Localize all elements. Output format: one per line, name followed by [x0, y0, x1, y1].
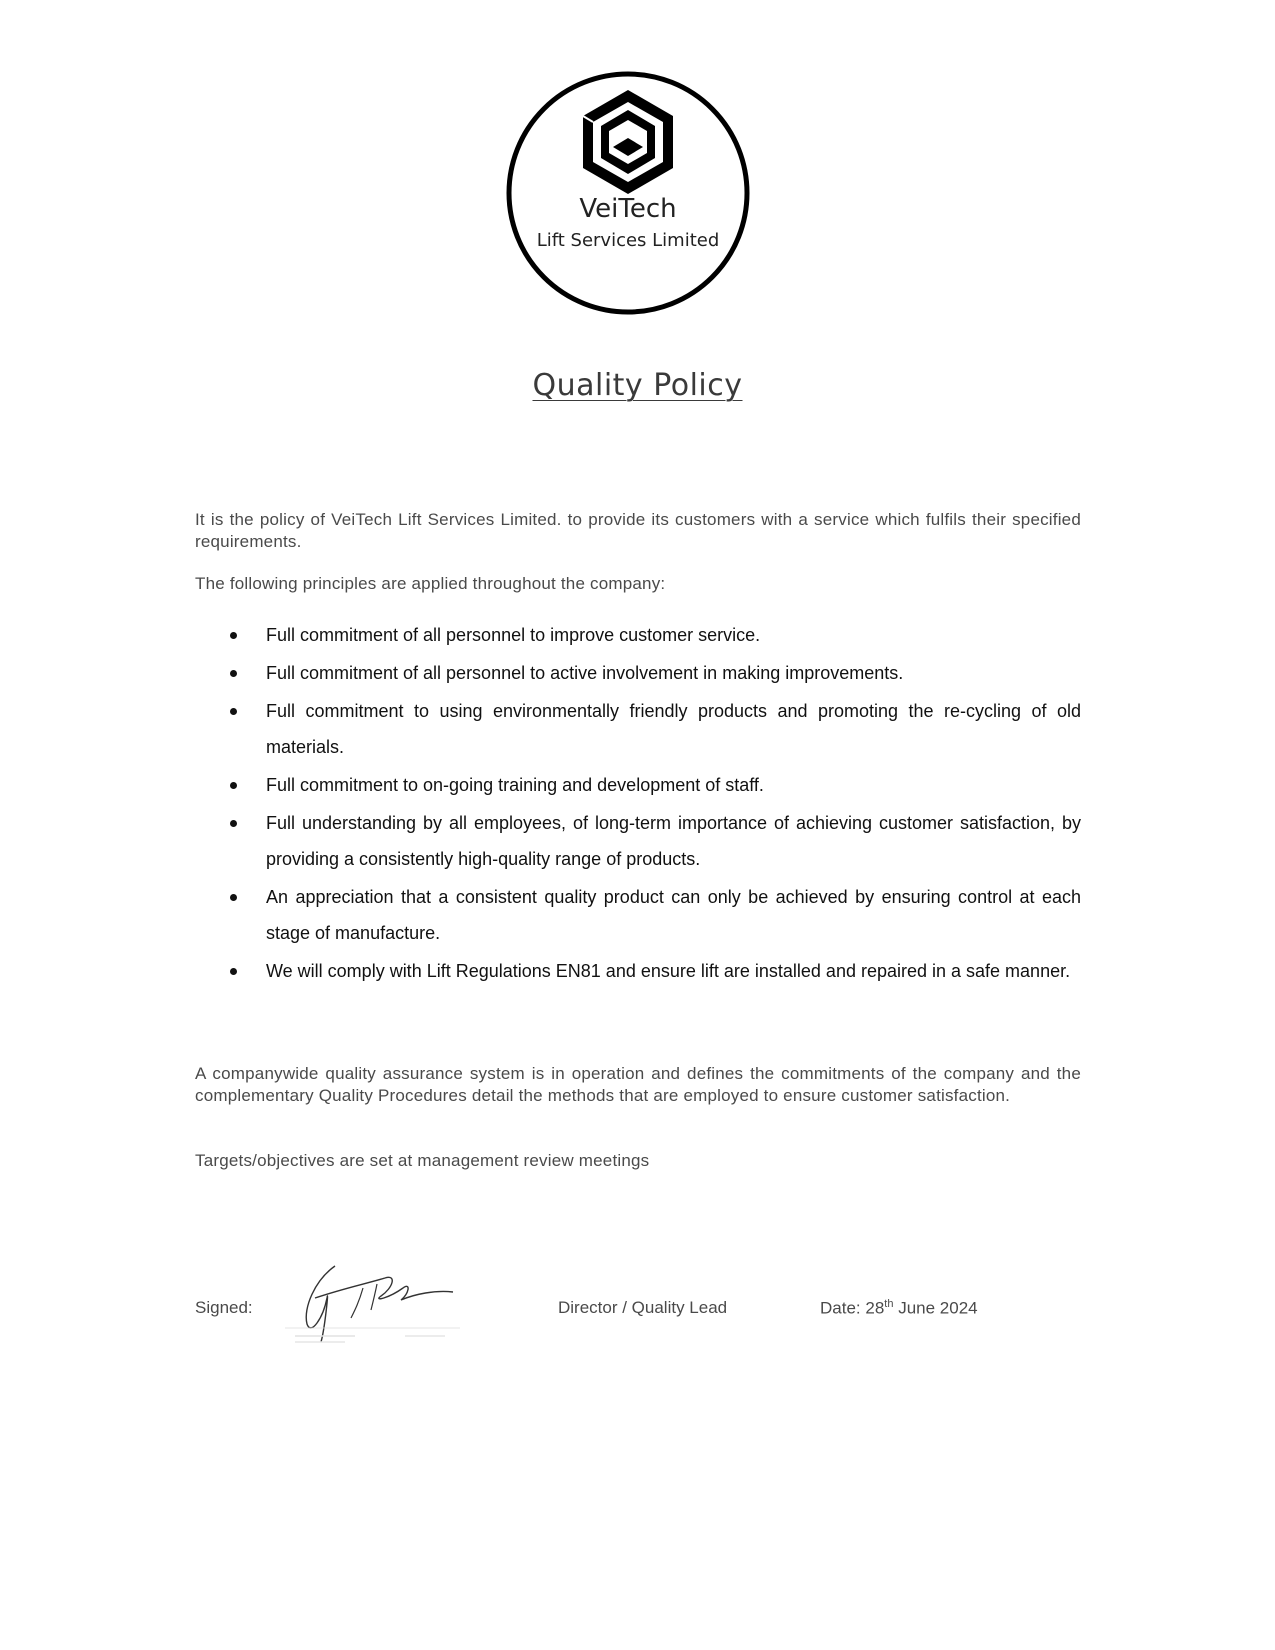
- signed-label: Signed:: [195, 1298, 253, 1317]
- principles-list: [195, 617, 1081, 991]
- list-item: Full commitment to on-going training and development of staff.: [195, 767, 1081, 803]
- signatory-role: Director / Quality Lead: [558, 1298, 728, 1317]
- company-logo: [505, 70, 751, 316]
- logo-subtitle: Lift Services Limited: [536, 230, 720, 251]
- list-item: Full understanding by all employees, of long-term importance of achieving customer satisfaction, by providing a consistently high-quality range of products.: [195, 805, 1081, 877]
- bullet-icon: [230, 708, 237, 715]
- bullet-icon: [230, 632, 237, 639]
- signature-image: [285, 1258, 460, 1348]
- bullet-icon: [230, 670, 237, 677]
- list-item: Full commitment of all personnel to active involvement in making improvements.: [195, 655, 1081, 691]
- signature-date: Date: 28th June 2024: [820, 1298, 978, 1318]
- intro-paragraph: It is the policy of VeiTech Lift Services Limited. to provide its customers with a service which fulfils their specified requirements.: [195, 510, 1081, 551]
- logo-name: VeiTech: [579, 194, 677, 224]
- list-item: An appreciation that a consistent quality product can only be achieved by ensuring control at each stage of manufacture.: [195, 879, 1081, 951]
- principles-lead: The following principles are applied throughout the company:: [195, 574, 666, 593]
- list-item: We will comply with Lift Regulations EN81 and ensure lift are installed and repaired in a safe manner.: [195, 953, 1081, 989]
- list-item: Full commitment to using environmentally friendly products and promoting the re-cycling of old materials.: [195, 693, 1081, 765]
- bullet-icon: [230, 968, 237, 975]
- targets-statement: Targets/objectives are set at management review meetings: [195, 1151, 650, 1170]
- page-title: Quality Policy: [532, 368, 743, 403]
- bullet-icon: [230, 820, 237, 827]
- list-item: Full commitment of all personnel to improve customer service.: [195, 617, 1081, 653]
- bullet-icon: [230, 782, 237, 789]
- qa-statement: A companywide quality assurance system is in operation and defines the commitments of the company and the complementary Quality Procedures detail the methods that are employed to ensure customer satisfaction.: [195, 1064, 1081, 1105]
- bullet-icon: [230, 894, 237, 901]
- logo-graphic: [505, 70, 751, 316]
